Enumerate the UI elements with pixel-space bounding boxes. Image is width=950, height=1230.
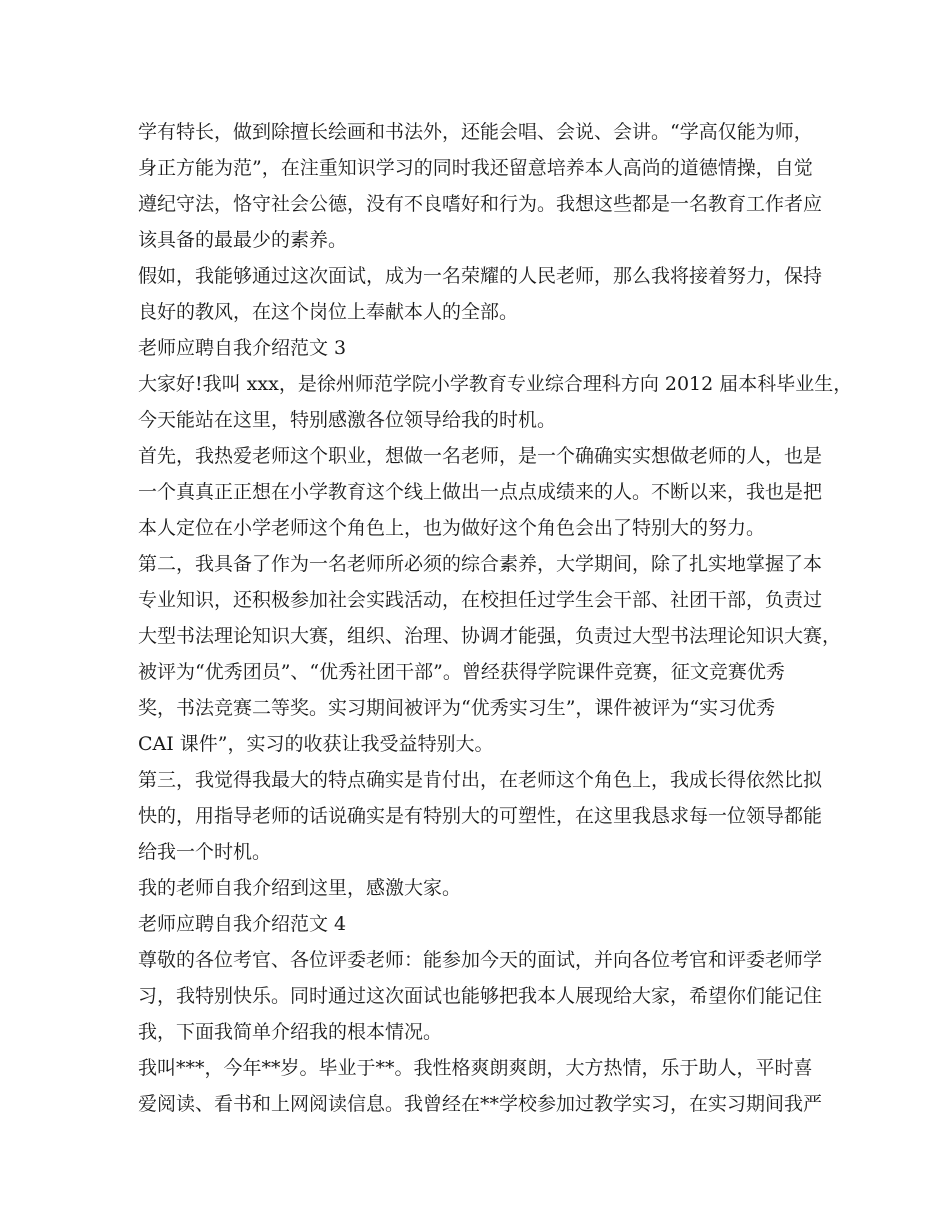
text-line: 遵纪守法，恪守社会公德，没有不良嗜好和行为。我想这些都是一名教育工作者应 (138, 193, 823, 215)
text-line: 尊敬的各位考官、各位评委老师：能参加今天的面试，并向各位考官和评委老师学 (138, 949, 823, 971)
text-line: 该具备的最最少的素养。 (138, 229, 348, 251)
text-line: 本人定位在小学老师这个角色上，也为做好这个角色会出了特别大的努力。 (138, 517, 766, 539)
text-line: 给我一个时机。 (138, 841, 272, 863)
text-line: 快的，用指导老师的话说确实是有特别大的可塑性，在这里我恳求每一位领导都能 (138, 805, 823, 827)
text-line: 第二，我具备了作为一名老师所必须的综合素养，大学期间，除了扎实地掌握了本 (138, 553, 823, 575)
text-line: 首先，我热爱老师这个职业，想做一名老师，是一个确确实实想做老师的人，也是 (138, 445, 823, 467)
text-line: 我叫***，今年**岁。毕业于**。我性格爽朗爽朗，大方热情，乐于助人，平时喜 (138, 1057, 813, 1079)
text-line: 今天能站在这里，特别感激各位领导给我的时机。 (138, 409, 557, 431)
text-line: 被评为“优秀团员”、“优秀社团干部”。曾经获得学院课件竞赛，征文竞赛优秀 (138, 661, 785, 683)
text-line: 良好的教风，在这个岗位上奉献本人的全部。 (138, 301, 519, 323)
section-heading: 老师应聘自我介绍范文 3 (138, 337, 347, 359)
text-line: 我，下面我简单介绍我的根本情况。 (138, 1021, 443, 1043)
text-line: 奖，书法竞赛二等奖。实习期间被评为“优秀实习生”，课件被评为“实习优秀 (138, 697, 776, 719)
text-line: 第三，我觉得我最大的特点确实是肯付出，在老师这个角色上，我成长得依然比拟 (138, 769, 823, 791)
text-line: 我的老师自我介绍到这里，感激大家。 (138, 877, 462, 899)
text-line: 大型书法理论知识大赛，组织、治理、协调才能强，负责过大型书法理论知识大赛， (138, 625, 842, 647)
text-line: 学有特长，做到除擅长绘画和书法外，还能会唱、会说、会讲。“学高仅能为师， (138, 121, 813, 143)
text-line: 爱阅读、看书和上网阅读信息。我曾经在**学校参加过教学实习，在实习期间我严 (138, 1093, 823, 1115)
text-line: 假如，我能够通过这次面试，成为一名荣耀的人民老师，那么我将接着努力，保持 (138, 265, 823, 287)
text-line: 身正方能为范”，在注重知识学习的同时我还留意培养本人高尚的道德情操，自觉 (138, 157, 813, 179)
text-line: 大家好!我叫 xxx，是徐州师范学院小学教育专业综合理科方向 2012 届本科毕业生， (138, 373, 853, 395)
text-line: CAI 课件”，实习的收获让我受益特别大。 (138, 733, 494, 755)
section-heading: 老师应聘自我介绍范文 4 (138, 913, 347, 935)
text-line: 专业知识，还积极参加社会实践活动，在校担任过学生会干部、社团干部，负责过 (138, 589, 823, 611)
text-line: 习，我特别快乐。同时通过这次面试也能够把我本人展现给大家，希望你们能记住 (138, 985, 823, 1007)
text-line: 一个真真正正想在小学教育这个线上做出一点点成绩来的人。不断以来，我也是把 (138, 481, 823, 503)
